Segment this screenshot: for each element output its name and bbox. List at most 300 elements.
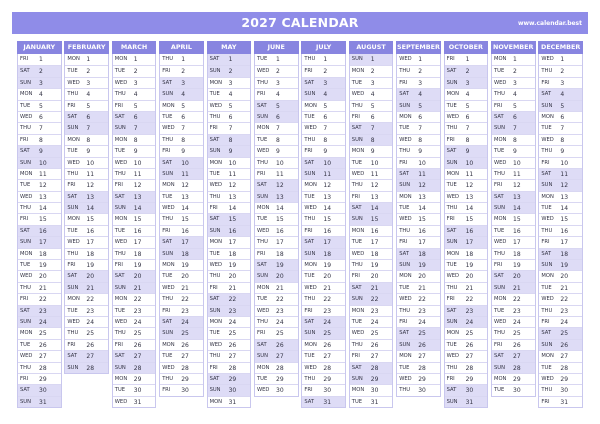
day-row: [397, 316, 440, 327]
day-number: 5: [418, 102, 423, 110]
day-number: 23: [181, 307, 189, 315]
month-header: SEPTEMBER: [396, 41, 441, 54]
day-number: 2: [276, 68, 280, 76]
weekday-label: FRI: [541, 239, 550, 246]
weekday-label: TUE: [494, 148, 505, 155]
day-row: [445, 305, 488, 316]
day-row: [18, 362, 61, 373]
day-row: [492, 145, 535, 156]
day-list: [538, 54, 583, 408]
weekday-label: FRI: [446, 216, 455, 223]
weekday-label: MON: [446, 330, 460, 337]
day-row: [18, 191, 61, 202]
page-title: 2027 CALENDAR: [241, 15, 359, 30]
day-number: 18: [228, 250, 237, 258]
day-number: 6: [323, 113, 328, 121]
day-row: [445, 111, 488, 122]
weekday-label: SAT: [399, 330, 409, 337]
day-number: 4: [465, 91, 470, 99]
day-row: [18, 316, 61, 327]
weekday-label: FRI: [67, 262, 76, 269]
day-row: [445, 282, 488, 293]
day-number: 28: [39, 364, 47, 372]
day-number: 8: [228, 136, 233, 144]
day-number: 1: [133, 56, 138, 63]
weekday-label: WED: [20, 113, 33, 120]
day-number: 7: [133, 125, 138, 133]
day-number: 18: [276, 250, 284, 258]
day-row: [160, 350, 203, 361]
weekday-label: MON: [20, 91, 33, 98]
day-number: 17: [560, 239, 569, 247]
day-number: 19: [39, 262, 47, 270]
weekday-label: SUN: [257, 273, 268, 280]
weekday-label: FRI: [494, 102, 503, 109]
weekday-label: TUE: [351, 318, 363, 325]
day-number: 24: [465, 318, 474, 326]
weekday-label: WED: [541, 136, 554, 143]
weekday-label: FRI: [399, 159, 408, 166]
day-number: 16: [276, 227, 284, 235]
day-row: [255, 236, 298, 247]
day-row: [65, 270, 108, 281]
day-row: [18, 202, 61, 213]
weekday-label: MON: [541, 113, 554, 120]
weekday-label: WED: [209, 102, 222, 109]
weekday-label: FRI: [304, 387, 313, 394]
weekday-label: SUN: [162, 91, 174, 98]
day-row: [492, 65, 535, 76]
weekday-label: SAT: [114, 273, 125, 280]
weekday-label: WED: [20, 193, 33, 200]
day-list: [349, 54, 394, 408]
weekday-label: TUE: [162, 353, 173, 360]
weekday-label: SAT: [209, 375, 220, 382]
weekday-label: THU: [304, 296, 316, 303]
day-number: 12: [86, 182, 95, 190]
day-number: 31: [39, 398, 47, 406]
day-number: 17: [370, 239, 379, 247]
day-number: 7: [560, 125, 565, 133]
day-number: 4: [418, 91, 423, 99]
weekday-label: MON: [399, 273, 412, 280]
day-number: 15: [86, 216, 95, 224]
weekday-label: THU: [257, 239, 268, 246]
weekday-label: THU: [67, 330, 79, 337]
day-number: 16: [323, 227, 332, 235]
weekday-label: SAT: [162, 159, 172, 166]
weekday-label: SUN: [162, 330, 174, 337]
day-number: 3: [418, 79, 423, 87]
weekday-label: THU: [494, 330, 505, 337]
weekday-label: THU: [399, 227, 411, 234]
day-number: 13: [418, 193, 426, 201]
day-number: 2: [39, 68, 43, 76]
day-row: [113, 122, 156, 133]
day-number: 3: [560, 79, 565, 87]
day-row: [445, 236, 488, 247]
day-number: 21: [133, 284, 142, 292]
day-row: [302, 179, 345, 190]
day-row: [350, 54, 393, 65]
day-row: [539, 54, 582, 65]
weekday-label: FRI: [20, 136, 29, 143]
day-number: 4: [86, 91, 91, 99]
weekday-label: WED: [20, 273, 33, 280]
day-number: 2: [560, 68, 565, 76]
day-number: 11: [370, 170, 379, 178]
day-row: [18, 248, 61, 259]
day-row: [350, 316, 393, 327]
day-number: 22: [465, 296, 474, 304]
weekday-label: MON: [67, 296, 80, 303]
day-row: [160, 305, 203, 316]
day-number: 2: [370, 68, 375, 76]
day-number: 14: [228, 205, 237, 213]
day-number: 29: [228, 375, 237, 383]
day-number: 23: [465, 307, 474, 315]
day-number: 27: [370, 353, 379, 361]
weekday-label: THU: [446, 205, 458, 212]
day-number: 3: [181, 79, 186, 87]
day-number: 6: [276, 113, 280, 121]
day-number: 19: [86, 262, 95, 270]
day-row: [160, 157, 203, 168]
day-number: 5: [513, 102, 517, 110]
day-number: 2: [465, 68, 470, 76]
weekday-label: FRI: [304, 307, 313, 314]
day-number: 26: [560, 341, 569, 349]
weekday-label: THU: [446, 364, 458, 371]
day-row: [350, 134, 393, 145]
day-number: 7: [370, 125, 375, 133]
weekday-label: FRI: [209, 284, 218, 291]
day-row: [208, 77, 251, 88]
weekday-label: THU: [67, 170, 79, 177]
day-number: 29: [276, 375, 284, 383]
weekday-label: SUN: [67, 364, 79, 371]
day-number: 5: [370, 102, 375, 110]
day-row: [492, 350, 535, 361]
weekday-label: TUE: [114, 68, 126, 75]
day-row: [113, 316, 156, 327]
weekday-label: WED: [162, 284, 175, 291]
weekday-label: THU: [162, 216, 174, 223]
weekday-label: TUE: [257, 136, 268, 143]
day-row: [113, 157, 156, 168]
day-row: [65, 213, 108, 224]
day-row: [445, 213, 488, 224]
weekday-label: FRI: [20, 296, 29, 303]
weekday-label: SAT: [209, 216, 220, 223]
day-row: [539, 191, 582, 202]
day-number: 5: [86, 102, 91, 110]
weekday-label: SAT: [351, 364, 362, 371]
day-number: 10: [560, 159, 569, 167]
day-number: 23: [276, 307, 284, 315]
weekday-label: FRI: [20, 216, 29, 223]
day-row: [302, 145, 345, 156]
weekday-label: TUE: [257, 216, 268, 223]
day-number: 14: [418, 205, 426, 213]
day-row: [492, 122, 535, 133]
day-number: 22: [370, 296, 379, 304]
day-row: [302, 77, 345, 88]
day-number: 14: [465, 205, 474, 213]
weekday-label: MON: [494, 375, 507, 382]
day-row: [445, 362, 488, 373]
day-number: 4: [228, 91, 233, 99]
day-row: [350, 88, 393, 99]
day-number: 18: [560, 250, 569, 258]
day-number: 19: [513, 262, 521, 270]
weekday-label: SAT: [162, 79, 172, 86]
day-row: [397, 122, 440, 133]
day-row: [208, 373, 251, 384]
day-row: [65, 65, 108, 76]
weekday-label: FRI: [257, 250, 266, 257]
day-row: [539, 362, 582, 373]
day-row: [208, 179, 251, 190]
weekday-label: MON: [114, 375, 128, 382]
day-number: 28: [323, 364, 332, 372]
day-number: 11: [86, 170, 95, 178]
weekday-label: MON: [257, 284, 270, 291]
day-number: 22: [560, 296, 569, 304]
day-row: [539, 270, 582, 281]
day-number: 15: [465, 216, 474, 224]
day-number: 29: [323, 375, 332, 383]
day-list: [396, 54, 441, 397]
day-row: [397, 339, 440, 350]
day-row: [492, 236, 535, 247]
day-row: [302, 339, 345, 350]
day-number: 18: [133, 250, 142, 258]
day-number: 14: [513, 205, 521, 213]
day-number: 15: [276, 216, 284, 224]
day-number: 1: [560, 56, 565, 63]
weekday-label: FRI: [351, 113, 360, 120]
day-number: 14: [370, 205, 379, 213]
day-number: 30: [418, 387, 426, 395]
month-september: [396, 41, 441, 397]
day-row: [492, 157, 535, 168]
weekday-label: MON: [351, 68, 365, 75]
day-row: [539, 122, 582, 133]
day-number: 28: [133, 364, 142, 372]
day-row: [492, 339, 535, 350]
weekday-label: WED: [209, 182, 222, 189]
day-number: 10: [276, 159, 284, 167]
day-row: [18, 122, 61, 133]
day-row: [397, 270, 440, 281]
month-header: MAY: [207, 41, 252, 54]
day-row: [160, 384, 203, 395]
day-row: [65, 122, 108, 133]
day-row: [113, 339, 156, 350]
day-number: 12: [133, 182, 142, 190]
day-row: [160, 100, 203, 111]
weekday-label: TUE: [494, 227, 505, 234]
day-number: 27: [228, 353, 237, 361]
day-number: 11: [133, 170, 142, 178]
day-number: 15: [560, 216, 569, 224]
weekday-label: WED: [399, 216, 412, 223]
day-number: 23: [323, 307, 332, 315]
day-row: [113, 373, 156, 384]
day-row: [160, 145, 203, 156]
weekday-label: WED: [20, 353, 33, 360]
weekday-label: SAT: [446, 307, 457, 314]
day-number: 18: [418, 250, 426, 258]
day-number: 30: [560, 387, 569, 395]
day-row: [539, 384, 582, 395]
day-number: 6: [560, 113, 565, 121]
day-row: [208, 270, 251, 281]
day-row: [397, 213, 440, 224]
day-row: [65, 327, 108, 338]
day-row: [350, 111, 393, 122]
day-row: [539, 259, 582, 270]
day-number: 26: [370, 341, 379, 349]
day-row: [539, 225, 582, 236]
weekday-label: THU: [541, 148, 553, 155]
day-number: 4: [323, 91, 328, 99]
month-header: DECEMBER: [538, 41, 583, 54]
day-row: [255, 65, 298, 76]
day-number: 28: [86, 364, 95, 372]
weekday-label: FRI: [67, 102, 76, 109]
day-number: 2: [513, 68, 517, 76]
weekday-label: THU: [541, 387, 553, 394]
weekday-label: FRI: [162, 387, 171, 394]
day-number: 29: [133, 375, 142, 383]
day-row: [65, 225, 108, 236]
weekday-label: THU: [257, 79, 268, 86]
day-row: [350, 396, 393, 407]
weekday-label: SUN: [114, 364, 126, 371]
day-number: 20: [513, 273, 521, 281]
day-row: [302, 316, 345, 327]
day-number: 22: [228, 296, 237, 304]
day-row: [65, 157, 108, 168]
day-row: [539, 373, 582, 384]
weekday-label: MON: [351, 148, 365, 155]
day-row: [160, 65, 203, 76]
day-number: 9: [181, 148, 186, 156]
day-number: 24: [276, 318, 284, 326]
weekday-label: TUE: [20, 102, 31, 109]
day-number: 13: [86, 193, 95, 201]
day-number: 21: [370, 284, 379, 292]
weekday-label: SUN: [351, 296, 363, 303]
day-row: [255, 225, 298, 236]
weekday-label: MON: [162, 341, 175, 348]
weekday-label: THU: [20, 364, 31, 371]
weekday-label: WED: [304, 125, 317, 132]
day-row: [255, 316, 298, 327]
day-row: [492, 54, 535, 65]
day-row: [539, 157, 582, 168]
weekday-label: MON: [162, 182, 175, 189]
day-number: 28: [465, 364, 474, 372]
weekday-label: THU: [20, 284, 31, 291]
day-number: 15: [370, 216, 379, 224]
weekday-label: TUE: [541, 284, 552, 291]
month-january: [17, 41, 62, 408]
day-row: [397, 111, 440, 122]
day-number: 28: [560, 364, 569, 372]
day-row: [18, 88, 61, 99]
day-row: [65, 305, 108, 316]
day-number: 24: [418, 318, 426, 326]
day-row: [539, 88, 582, 99]
day-row: [113, 293, 156, 304]
day-row: [492, 248, 535, 259]
day-number: 2: [181, 68, 186, 76]
day-number: 17: [276, 239, 284, 247]
weekday-label: SAT: [67, 353, 78, 360]
weekday-label: SAT: [304, 159, 315, 166]
day-row: [492, 168, 535, 179]
day-row: [302, 191, 345, 202]
day-number: 25: [418, 330, 426, 338]
weekday-label: TUE: [494, 307, 505, 314]
weekday-label: MON: [351, 387, 365, 394]
day-number: 17: [39, 239, 47, 247]
weekday-label: WED: [114, 159, 128, 166]
day-row: [160, 122, 203, 133]
day-row: [208, 282, 251, 293]
day-row: [302, 88, 345, 99]
day-row: [113, 77, 156, 88]
day-number: 17: [465, 239, 474, 247]
day-number: 9: [86, 148, 91, 156]
weekday-label: WED: [257, 148, 270, 155]
day-row: [208, 248, 251, 259]
day-number: 24: [133, 318, 142, 326]
day-number: 13: [228, 193, 237, 201]
day-number: 7: [513, 125, 517, 133]
day-number: 4: [133, 91, 138, 99]
day-number: 29: [418, 375, 426, 383]
day-number: 21: [276, 284, 284, 292]
weekday-label: THU: [494, 170, 505, 177]
weekday-label: WED: [114, 239, 128, 246]
day-row: [255, 362, 298, 373]
day-row: [350, 122, 393, 133]
day-row: [160, 270, 203, 281]
day-row: [397, 134, 440, 145]
weekday-label: FRI: [162, 148, 171, 155]
day-row: [302, 122, 345, 133]
day-number: 15: [228, 216, 237, 224]
day-number: 17: [418, 239, 426, 247]
weekday-label: TUE: [257, 56, 268, 62]
day-number: 5: [560, 102, 565, 110]
day-number: 3: [276, 79, 280, 87]
day-number: 19: [228, 262, 237, 270]
weekday-label: SAT: [399, 91, 409, 98]
day-number: 13: [133, 193, 142, 201]
weekday-label: MON: [446, 91, 460, 98]
day-row: [255, 373, 298, 384]
day-row: [492, 179, 535, 190]
day-number: 5: [323, 102, 328, 110]
day-row: [208, 305, 251, 316]
day-number: 20: [418, 273, 426, 281]
day-number: 25: [370, 330, 379, 338]
